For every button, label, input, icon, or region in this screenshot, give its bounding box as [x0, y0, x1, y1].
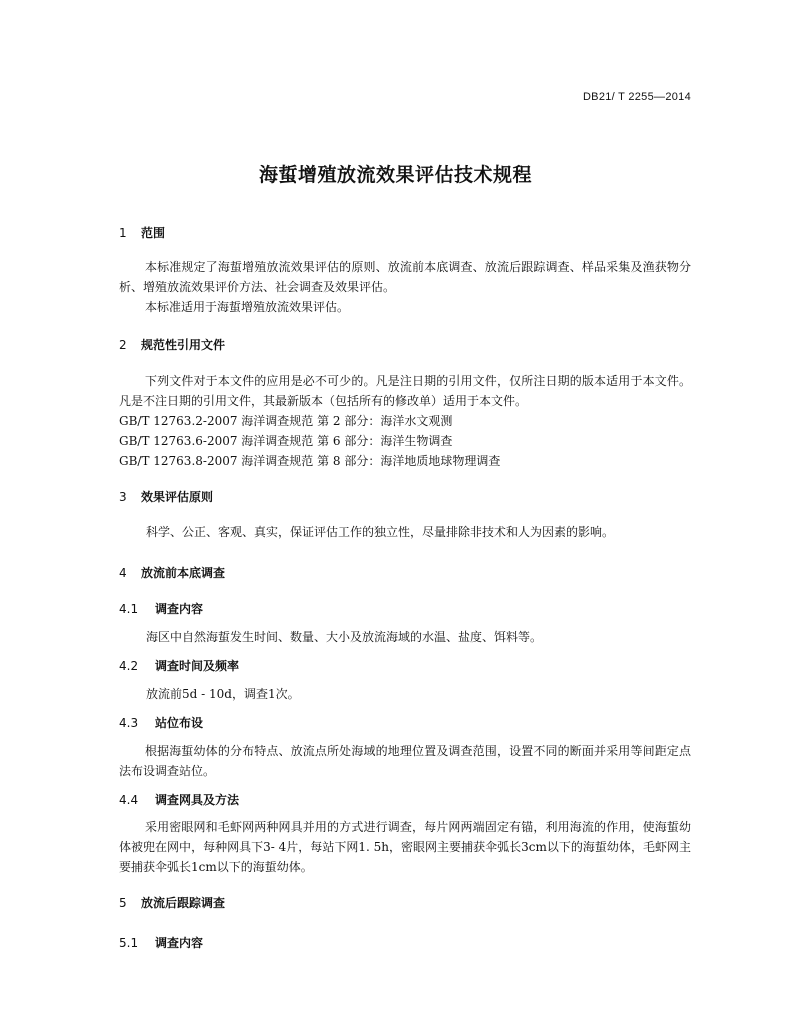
reference-item: GB/T 12763.6-2007 海洋调查规范 第 6 部分：海洋生物调查 — [119, 434, 453, 448]
subsection-4-1-body: 海区中自然海蜇发生时间、数量、大小及放流海域的水温、盐度、饵料等。 — [146, 630, 543, 644]
section-title: 效果评估原则 — [141, 490, 214, 504]
paragraph: 本标准规定了海蜇增殖放流效果评估的原则、放流前本底调查、放流后跟踪调查、样品采集及渔获物分析、增殖放流效果评价方法、社会调查及效果评估。 — [119, 260, 691, 294]
subsection-number: 4.2 — [119, 659, 139, 673]
paragraph: 根据海蜇幼体的分布特点、放流点所处海域的地理位置及调查范围，设置不同的断面并采用等间距定点法布设调查站位。 — [119, 744, 691, 778]
section-2-body — [119, 371, 691, 411]
section-3-heading — [119, 488, 213, 505]
section-5-heading — [119, 894, 225, 911]
section-title: 规范性引用文件 — [141, 338, 226, 352]
section-4-heading — [119, 564, 225, 581]
document-title: 海蜇增殖放流效果评估技术规程 — [258, 164, 532, 186]
section-number: 2 — [119, 338, 127, 352]
subsection-title: 调查内容 — [155, 602, 204, 616]
section-title: 范围 — [141, 226, 166, 240]
document-code: DB21/ T 2255—2014 — [582, 91, 691, 103]
section-number: 5 — [119, 896, 127, 910]
subsection-number: 4.1 — [119, 602, 139, 616]
reference-item: GB/T 12763.2-2007 海洋调查规范 第 2 部分：海洋水文观测 — [119, 414, 453, 428]
section-number: 1 — [119, 226, 127, 240]
section-2-heading — [119, 336, 225, 353]
subsection-4-4-body — [119, 817, 691, 877]
subsection-4-1-heading — [119, 600, 203, 617]
section-title: 放流后跟踪调查 — [141, 896, 226, 910]
subsection-4-2-heading — [119, 657, 239, 674]
subsection-4-4-heading — [119, 791, 239, 808]
section-number: 3 — [119, 490, 127, 504]
section-number: 4 — [119, 566, 127, 580]
subsection-number: 5.1 — [119, 936, 139, 950]
section-1-body — [119, 257, 691, 317]
subsection-4-2-body: 放流前5d - 10d，调查1次。 — [146, 687, 300, 701]
subsection-number: 4.4 — [119, 793, 139, 807]
reference-item: GB/T 12763.8-2007 海洋调查规范 第 8 部分：海洋地质地球物理调查 — [119, 454, 501, 468]
subsection-4-3-heading — [119, 714, 203, 731]
paragraph: 下列文件对于本文件的应用是必不可少的。凡是注日期的引用文件，仅所注日期的版本适用于本文件。凡是不注日期的引用文件，其最新版本（包括所有的修改单）适用于本文件。 — [119, 374, 691, 408]
subsection-title: 调查内容 — [155, 936, 204, 950]
subsection-4-3-body — [119, 741, 691, 781]
paragraph: 本标准适用于海蜇增殖放流效果评估。 — [145, 300, 350, 314]
subsection-title: 调查网具及方法 — [155, 793, 240, 807]
subsection-number: 4.3 — [119, 716, 139, 730]
section-title: 放流前本底调查 — [141, 566, 226, 580]
section-3-body: 科学、公正、客观、真实，保证评估工作的独立性，尽量排除非技术和人为因素的影响。 — [146, 525, 615, 539]
subsection-5-1-heading — [119, 934, 203, 951]
section-1-heading — [119, 224, 165, 241]
subsection-title: 调查时间及频率 — [155, 659, 240, 673]
subsection-title: 站位布设 — [155, 716, 204, 730]
paragraph: 采用密眼网和毛虾网两种网具并用的方式进行调查，每片网两端固定有锚，利用海流的作用，使海蜇幼体被兜在网中，每种网具下3- 4片，每站下网1. 5h，密眼网主要捕获伞弧长3cm以下的海蜇幼体，毛虾网主要捕获伞弧长1cm以下的海蜇幼体。 — [119, 820, 691, 874]
